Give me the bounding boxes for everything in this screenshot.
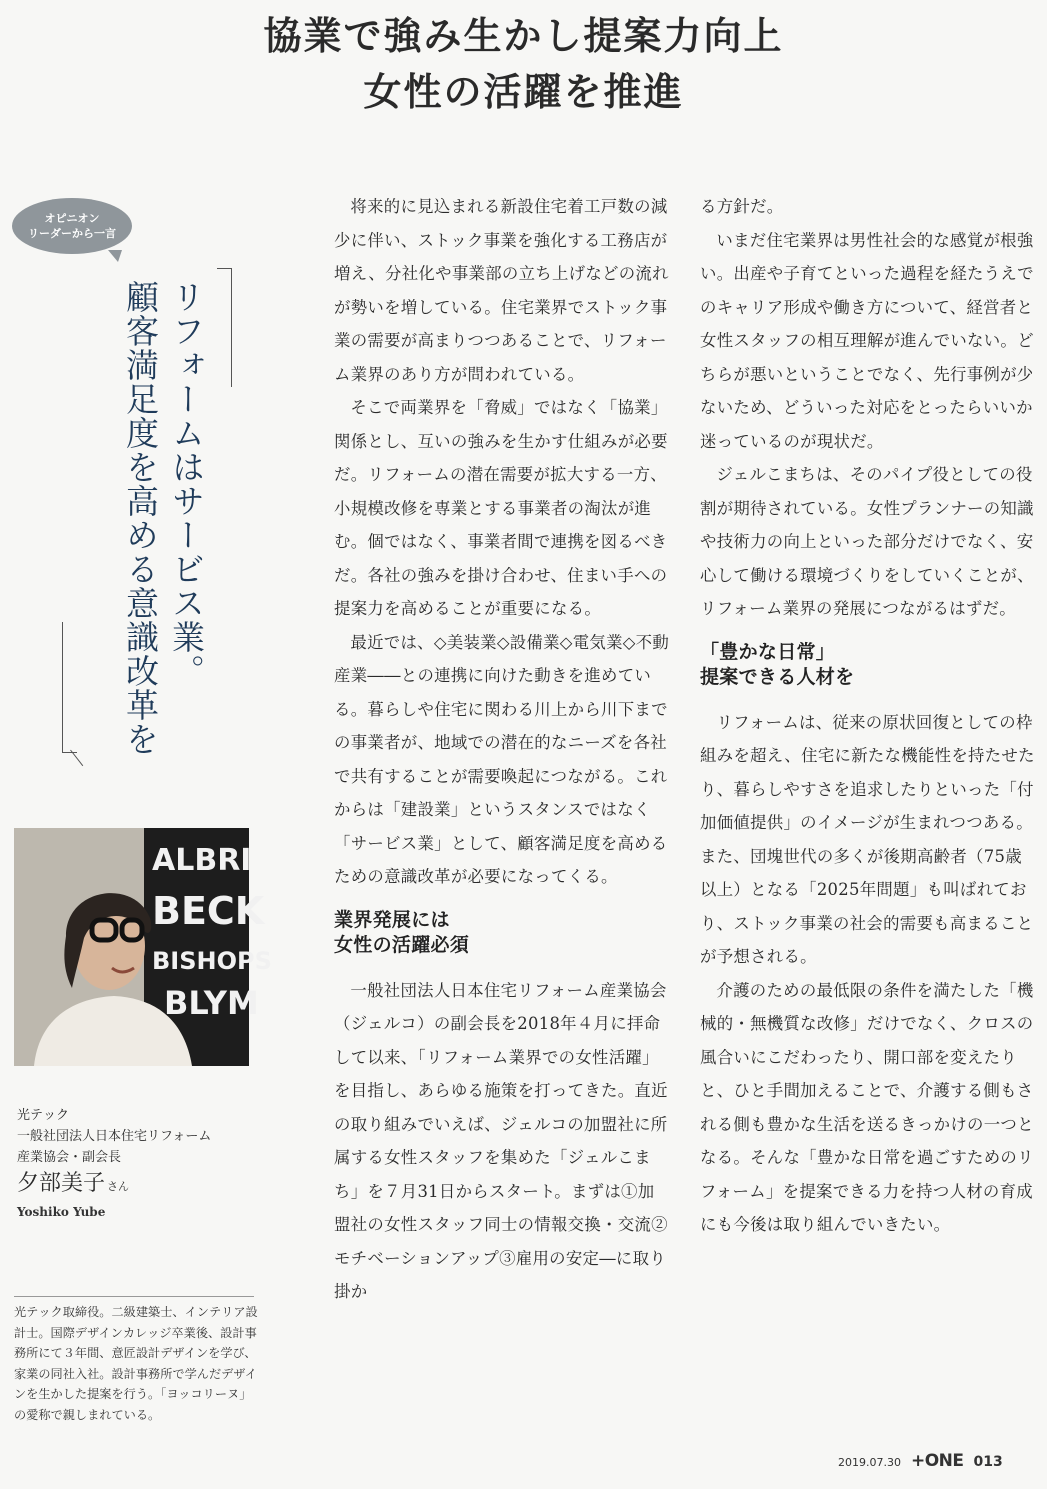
profile-name-row bbox=[17, 1169, 257, 1202]
quote-line-2: 顧客満足度を高める意識改革を bbox=[121, 280, 160, 756]
paragraph: 介護のための最低限の条件を満たした「機械的・無機質な改修」だけでなく、クロスの風合いにこだわったり、開口部を変えたりと、ひと手間加えることで、介護する側もされる側も豊かな生活を送るきっかけの一つとなる。そんな「豊かな日常を過ごすためのリフォーム」を提案できる力を持つ人材の育成にも今後は取り組んでいきたい。 bbox=[700, 980, 1034, 1234]
paragraph: 一般社団法人日本住宅リフォーム産業協会（ジェルコ）の副会長を2018年４月に拝命して以来、「リフォーム業界での女性活躍」を目指し、あらゆる施策を打ってきた。直近の取り組みでいえば、ジェルコの加盟社に所属する女性スタッフを集めた「ジェルこまち」を７月31日からスタート。まずは①加盟社の女性スタッフ同士の情報交換・交流②モチベーションアップ③雇用の安定―に取り掛か bbox=[334, 980, 668, 1301]
author-bio: 光テック取締役。二級建築士、インテリア設計士。国際デザインカレッジ卒業後、設計事務所にて３年間、意匠設計デザインを学び、家業の同社入社。設計事務所で学んだデザインを生かした提案を行う。「ヨッコリーヌ」の愛称で親しまれている。 bbox=[14, 1305, 258, 1422]
headline-line-1: 協業で強み生かし提案力向上 bbox=[263, 14, 784, 58]
sign-line-3: BISHOPS bbox=[152, 947, 272, 975]
section-heading-line-2: 提案できる人材を bbox=[700, 665, 855, 688]
profile-roman-name: Yoshiko Yube bbox=[17, 1205, 106, 1219]
author-profile bbox=[17, 1105, 257, 1222]
sign-line-1: ALBRI bbox=[152, 843, 252, 878]
bubble-line-2: リーダーから一言 bbox=[28, 227, 116, 240]
page-footer bbox=[838, 1451, 1003, 1471]
article-column-2 bbox=[700, 190, 1036, 1242]
section-heading-women bbox=[334, 908, 670, 958]
portrait-photo bbox=[14, 828, 272, 1066]
portrait-illustration bbox=[14, 828, 272, 1066]
paragraph: る方針だ。 bbox=[700, 197, 784, 216]
paragraph: ジェルこまちは、そのパイプ役としての役割が期待されている。女性プランナーの知識や技術力の向上といった部分だけでなく、安心して働ける環境づくりをしていくことが、リフォーム業界の発展につながるはずだ。 bbox=[700, 465, 1034, 618]
quote-bracket-open bbox=[217, 268, 232, 387]
opinion-leader-bubble bbox=[12, 198, 132, 254]
section-heading-line-2: 女性の活躍必須 bbox=[334, 933, 470, 956]
sign-line-4: BLYM bbox=[164, 984, 259, 1022]
profile-company: 光テック bbox=[17, 1108, 70, 1123]
quote-bracket-close bbox=[62, 622, 77, 753]
article-column-1 bbox=[334, 190, 670, 1309]
paragraph: リフォームは、従来の原状回復としての枠組みを超え、住宅に新たな機能性を持たせたり、暮らしやすさを追求したりといった「付加価値提供」のイメージが生まれつつある。また、団塊世代の多くが後期高齢者（75歳以上）となる「2025年問題」も叫ばれており、ストック事業の社会的需要も高まることが予想される。 bbox=[700, 712, 1035, 966]
section-heading-line-1: 業界発展には bbox=[334, 908, 450, 931]
headline-line-2: 女性の活躍を推進 bbox=[363, 70, 684, 114]
profile-name: 夕部美子 bbox=[17, 1171, 106, 1196]
paragraph: そこで両業界を「脅威」ではなく「協業」関係とし、互いの強みを生かす仕組みが必要だ。リフォームの潜在需要が拡大する一方、小規模改修を専業とする事業者の淘汰が進む。個ではなく、事業者間で連携を図るべきだ。各社の強みを掛け合わせ、住まい手への提案力を高めることが重要になる。 bbox=[334, 398, 668, 618]
paragraph: 最近では、◇美装業◇設備業◇電気業◇不動産業――との連携に向けた動きを進めている。暮らしや住宅に関わる川上から川下までの事業者が、地域での潜在的なニーズを各社で共有することが需要喚起につながる。これからは「建設業」というスタンスではなく「サービス業」として、顧客満足度を高めるための意識改革が必要になってくる。 bbox=[334, 632, 670, 886]
profile-honorific: さん bbox=[107, 1180, 130, 1193]
bubble-line-1: オピニオン bbox=[44, 212, 100, 225]
profile-org-line-2: 産業協会・副会長 bbox=[17, 1150, 122, 1165]
paragraph: 将来的に見込まれる新設住宅着工戸数の減少に伴い、ストック事業を強化する工務店が増え、分社化や事業部の立ち上げなどの流れが勢いを増している。住宅業界でストック事業の需要が高まりつつあることで、リフォーム業界のあり方が問われている。 bbox=[334, 197, 669, 384]
paragraph: いまだ住宅業界は男性社会的な感覚が根強い。出産や子育てといった過程を経たうえでのキャリア形成や働き方について、経営者と女性スタッフの相互理解が進んでいない。どちらが悪いということでなく、先行事例が少ないため、どういった対応をとったらいいか迷っているのが現状だ。 bbox=[700, 230, 1034, 451]
magazine-brand: +ONE bbox=[910, 1451, 964, 1471]
pull-quote bbox=[62, 262, 232, 772]
sign-line-2: BECK bbox=[152, 889, 265, 933]
page-number: 013 bbox=[973, 1454, 1003, 1470]
issue-date: 2019.07.30 bbox=[838, 1456, 901, 1469]
profile-org-line-1: 一般社団法人日本住宅リフォーム bbox=[17, 1129, 212, 1144]
quote-line-1: リフォームはサービス業。 bbox=[167, 280, 206, 688]
headline bbox=[0, 8, 1047, 120]
section-heading-line-1: 「豊かな日常」 bbox=[700, 640, 836, 663]
bio-divider bbox=[14, 1296, 254, 1297]
section-heading-daily-life bbox=[700, 640, 1036, 690]
